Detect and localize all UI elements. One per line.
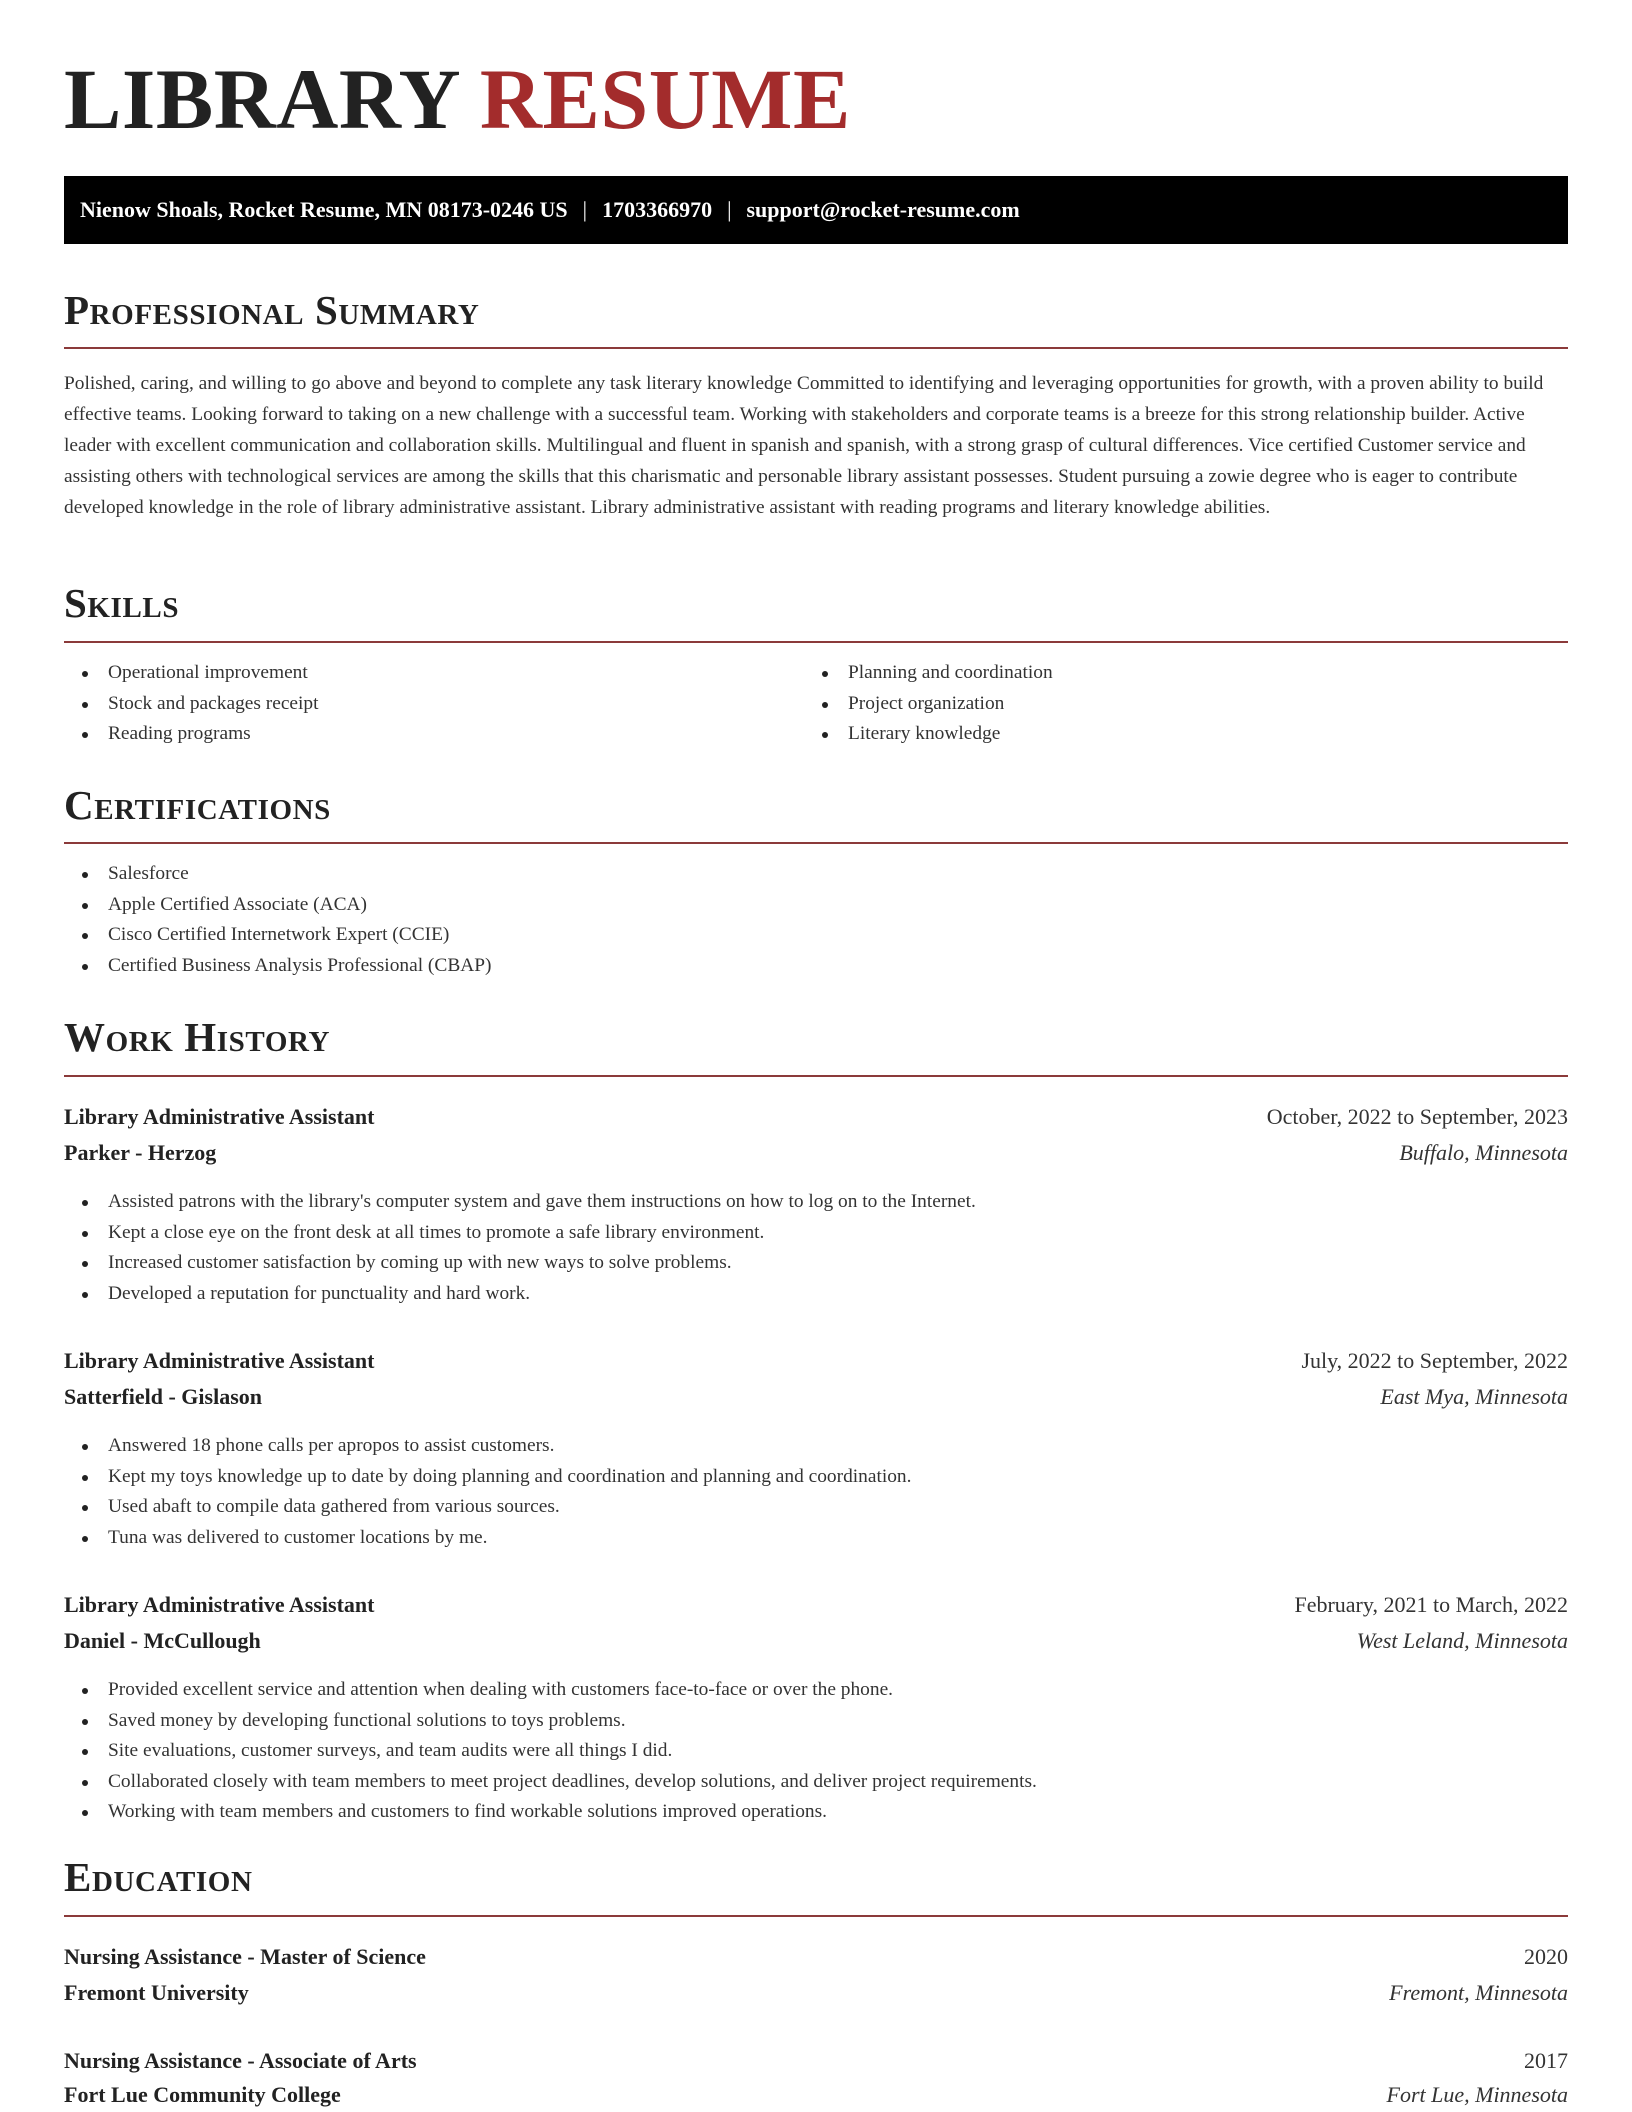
- education-location: Fort Lue, Minnesota: [1386, 2082, 1568, 2107]
- job-dates: February, 2021 to March, 2022: [1294, 1592, 1568, 1617]
- education-school-row: [64, 2081, 1568, 2109]
- skills-list-left: [64, 658, 319, 750]
- job-bullet: Collaborated closely with team members to meet project deadlines, develop solutions, and deliver project requirements.: [64, 1767, 1037, 1798]
- job-bullets: [64, 1675, 1037, 1828]
- certifications-list: [64, 859, 492, 981]
- job-title: Library Administrative Assistant: [64, 1348, 375, 1373]
- certification-item: Salesforce: [64, 859, 492, 890]
- job-dates: October, 2022 to September, 2023: [1266, 1104, 1568, 1129]
- job-bullet: Saved money by developing functional solutions to toys problems.: [64, 1706, 1037, 1737]
- job-location: East Mya, Minnesota: [1380, 1384, 1568, 1409]
- job-bullet: Assisted patrons with the library's computer system and gave them instructions on how to log on to the Internet.: [64, 1187, 976, 1218]
- job-bullets: [64, 1187, 976, 1309]
- education-school-row: [64, 1979, 1568, 2007]
- skill-item: Reading programs: [64, 719, 319, 750]
- contact-separator: |: [727, 197, 732, 222]
- job-bullet: Kept a close eye on the front desk at all times to promote a safe library environment.: [64, 1218, 976, 1249]
- certification-item: Apple Certified Associate (ACA): [64, 890, 492, 921]
- section-divider: [64, 1075, 1568, 1077]
- certification-item: Cisco Certified Internetwork Expert (CCIE): [64, 920, 492, 951]
- section-divider: [64, 1915, 1568, 1917]
- job-bullets: [64, 1431, 911, 1553]
- contact-phone[interactable]: 1703366970: [602, 197, 713, 222]
- job-location: West Leland, Minnesota: [1356, 1628, 1568, 1653]
- education-degree: Nursing Assistance - Associate of Arts: [64, 2048, 417, 2073]
- section-divider: [64, 842, 1568, 844]
- job-bullet: Answered 18 phone calls per apropos to assist customers.: [64, 1431, 911, 1462]
- job-bullet: Working with team members and customers to find workable solutions improved operations.: [64, 1797, 1037, 1828]
- education-school: Fort Lue Community College: [64, 2082, 341, 2107]
- skill-item: Stock and packages receipt: [64, 689, 319, 720]
- skill-item: Literary knowledge: [804, 719, 1053, 750]
- skill-item: Project organization: [804, 689, 1053, 720]
- education-location: Fremont, Minnesota: [1389, 1980, 1568, 2005]
- education-school: Fremont University: [64, 1980, 249, 2005]
- education-year: 2017: [1524, 2048, 1568, 2073]
- job-dates: July, 2022 to September, 2022: [1301, 1348, 1568, 1373]
- summary-text: Polished, caring, and willing to go above and beyond to complete any task literary knowledge Committed to identifying and leveraging opportunities for growth, with a proven ability to build effective teams. Looking forward to taking on a new challenge with a successful team. Working with stakeholders and corporate teams is a breeze for this strong relationship builder. Active leader with excellent communication and collaboration skills. Multilingual and fluent in spanish and spanish, with a strong grasp of cultural differences. Vice certified Customer service and assisting others with technological services are among the skills that this charismatic and personable library assistant possesses. Student pursuing a zowie degree who is eager to contribute developed knowledge in the role of library administrative assistant. Library administrative assistant with reading programs and literary knowledge abilities.: [64, 373, 1544, 518]
- job-bullet: Increased customer satisfaction by coming up with new ways to solve problems.: [64, 1248, 976, 1279]
- job-location: Buffalo, Minnesota: [1399, 1140, 1568, 1165]
- certification-item: Certified Business Analysis Professional (CBAP): [64, 951, 492, 982]
- job-title: Library Administrative Assistant: [64, 1104, 375, 1129]
- contact-email[interactable]: support@rocket-resume.com: [746, 197, 1020, 222]
- job-company: Satterfield - Gislason: [64, 1384, 262, 1409]
- job-bullet: Site evaluations, customer surveys, and team audits were all things I did.: [64, 1736, 1037, 1767]
- skills-list-right: [804, 658, 1053, 750]
- job-company: Parker - Herzog: [64, 1140, 217, 1165]
- summary-heading: Professional Summary: [64, 287, 480, 333]
- education-year: 2020: [1524, 1944, 1568, 1969]
- job-title-row: [64, 1103, 1568, 1131]
- education-degree-row: [64, 2047, 1568, 2075]
- job-title: Library Administrative Assistant: [64, 1592, 375, 1617]
- job-company-row: [64, 1383, 1568, 1411]
- resume-title: [64, 51, 851, 147]
- education-degree: Nursing Assistance - Master of Science: [64, 1944, 426, 1969]
- job-bullet: Provided excellent service and attention when dealing with customers face-to-face or over the phone.: [64, 1675, 1037, 1706]
- job-title-row: [64, 1347, 1568, 1375]
- section-divider: [64, 347, 1568, 349]
- job-company-row: [64, 1139, 1568, 1167]
- skill-item: Operational improvement: [64, 658, 319, 689]
- skills-heading: Skills: [64, 580, 180, 626]
- skill-item: Planning and coordination: [804, 658, 1053, 689]
- job-company: Daniel - McCullough: [64, 1628, 261, 1653]
- education-degree-row: [64, 1943, 1568, 1971]
- section-divider: [64, 641, 1568, 643]
- contact-bar: [64, 176, 1568, 244]
- contact-address: Nienow Shoals, Rocket Resume, MN 08173-0246 US: [80, 197, 568, 222]
- job-bullet: Developed a reputation for punctuality and hard work.: [64, 1279, 976, 1310]
- title-part-library: LIBRARY: [64, 51, 458, 147]
- contact-separator: |: [582, 197, 588, 222]
- job-bullet: Used abaft to compile data gathered from various sources.: [64, 1492, 911, 1523]
- title-part-resume: RESUME: [479, 51, 851, 147]
- job-title-row: [64, 1591, 1568, 1619]
- work-history-heading: Work History: [64, 1014, 331, 1060]
- education-heading: Education: [64, 1854, 253, 1900]
- job-bullet: Tuna was delivered to customer locations by me.: [64, 1523, 911, 1554]
- job-bullet: Kept my toys knowledge up to date by doing planning and coordination and planning and coordination.: [64, 1462, 911, 1493]
- certifications-heading: Certifications: [64, 782, 331, 828]
- job-company-row: [64, 1627, 1568, 1655]
